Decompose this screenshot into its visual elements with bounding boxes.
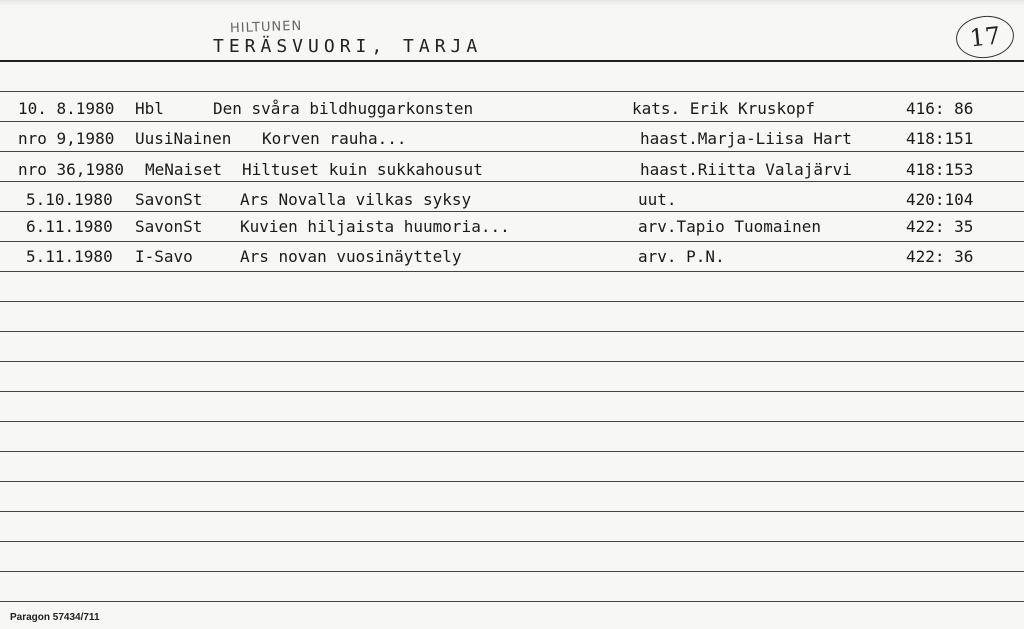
entry-date: nro 36,1980 bbox=[18, 160, 124, 179]
entry-row bbox=[0, 98, 1024, 120]
card-title: TERÄSVUORI, TARJA bbox=[213, 36, 483, 57]
ruled-line bbox=[0, 421, 1024, 422]
ruled-line bbox=[0, 211, 1024, 212]
entry-date: 5.10.1980 bbox=[26, 190, 113, 209]
entry-ref: 418:151 bbox=[906, 129, 974, 148]
entry-source: SavonSt bbox=[135, 190, 203, 209]
ruled-line bbox=[0, 541, 1024, 542]
entry-note: arv. P.N. bbox=[638, 247, 725, 266]
entry-title: Ars Novalla vilkas syksy bbox=[240, 190, 472, 209]
entry-note: haast.Marja-Liisa Hart bbox=[640, 129, 852, 148]
ruled-line bbox=[0, 571, 1024, 572]
entry-date: nro 9,1980 bbox=[18, 129, 115, 148]
ruled-line bbox=[0, 601, 1024, 602]
card-top-edge bbox=[0, 0, 1024, 6]
entry-row bbox=[0, 246, 1024, 268]
ruled-line bbox=[0, 511, 1024, 512]
card-number-badge: 17 bbox=[954, 13, 1016, 61]
entry-ref: 418:153 bbox=[906, 160, 974, 179]
ruled-line bbox=[0, 271, 1024, 272]
entry-ref: 416: 86 bbox=[906, 99, 974, 118]
entry-note: uut. bbox=[638, 190, 677, 209]
entry-date: 6.11.1980 bbox=[26, 217, 113, 236]
entry-ref: 422: 35 bbox=[906, 217, 974, 236]
handwritten-note: HILTUNEN bbox=[229, 18, 303, 37]
ruled-line bbox=[0, 181, 1024, 182]
ruled-line bbox=[0, 151, 1024, 152]
entry-source: UusiNainen bbox=[135, 129, 232, 148]
ruled-line bbox=[0, 121, 1024, 122]
entry-row bbox=[0, 216, 1024, 238]
ruled-line bbox=[0, 331, 1024, 332]
ruled-line bbox=[0, 241, 1024, 242]
entry-row bbox=[0, 159, 1024, 181]
card-footer-print: Paragon 57434/711 bbox=[10, 612, 100, 623]
entry-source: SavonSt bbox=[135, 217, 203, 236]
entry-row bbox=[0, 189, 1024, 211]
entry-title: Hiltuset kuin sukkahousut bbox=[242, 160, 483, 179]
entry-title: Kuvien hiljaista huumoria... bbox=[240, 217, 510, 236]
entry-title: Den svåra bildhuggarkonsten bbox=[213, 99, 474, 118]
entry-title: Korven rauha... bbox=[262, 129, 407, 148]
entry-date: 10. 8.1980 bbox=[18, 99, 115, 118]
entry-note: kats. Erik Kruskopf bbox=[632, 99, 816, 118]
entry-source: MeNaiset bbox=[145, 160, 223, 179]
entry-title: Ars novan vuosinäyttely bbox=[240, 247, 462, 266]
entry-source: Hbl bbox=[135, 99, 164, 118]
entry-note: arv.Tapio Tuomainen bbox=[638, 217, 822, 236]
entry-source: I-Savo bbox=[135, 247, 193, 266]
ruled-line bbox=[0, 301, 1024, 302]
entry-date: 5.11.1980 bbox=[26, 247, 113, 266]
ruled-line bbox=[0, 391, 1024, 392]
ruled-line bbox=[0, 451, 1024, 452]
ruled-line bbox=[0, 361, 1024, 362]
entry-ref: 422: 36 bbox=[906, 247, 974, 266]
entry-row bbox=[0, 128, 1024, 150]
ruled-line bbox=[0, 481, 1024, 482]
header-rule bbox=[0, 60, 1024, 62]
entry-ref: 420:104 bbox=[906, 190, 974, 209]
ruled-line bbox=[0, 91, 1024, 92]
entry-note: haast.Riitta Valajärvi bbox=[640, 160, 852, 179]
